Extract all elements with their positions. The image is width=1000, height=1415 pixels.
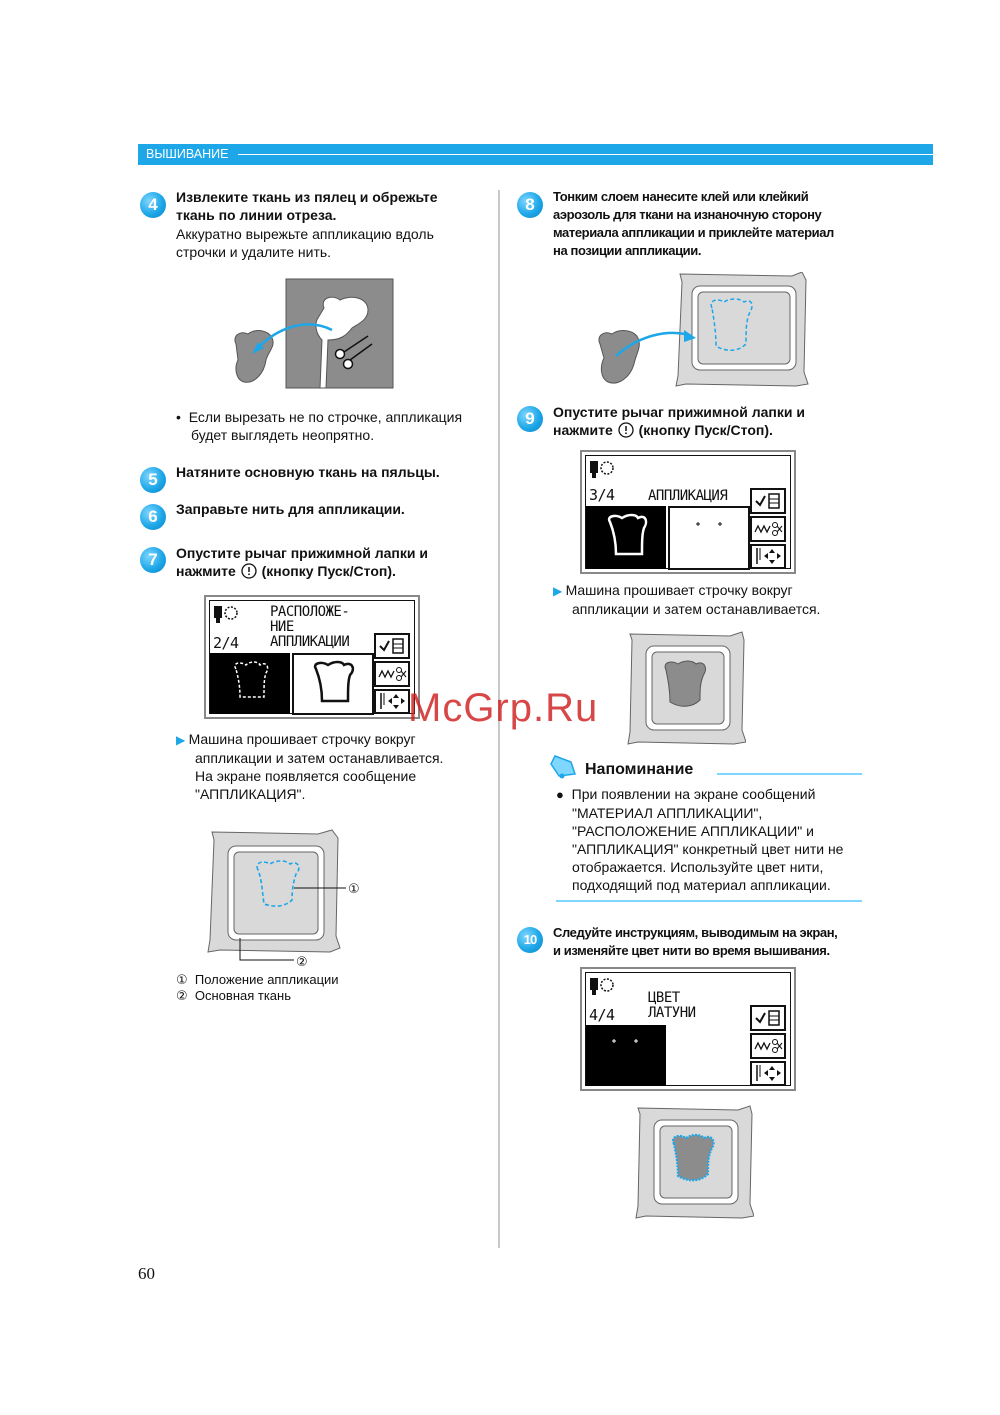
header-rule <box>238 154 933 155</box>
step-4-body-line1: Аккуратно вырежьте аппликацию вдоль <box>176 226 434 242</box>
step-7-title-pre: нажмите <box>176 563 236 579</box>
lcd-3-msg-line1: ЦВЕТ <box>648 990 680 1006</box>
step-7-result <box>176 730 443 803</box>
lcd-2-message: АППЛИКАЦИЯ <box>648 488 728 504</box>
lcd-3-stitch-button[interactable] <box>750 1033 786 1059</box>
page-number: 60 <box>138 1264 155 1283</box>
lcd-3-move-button[interactable] <box>750 1061 786 1086</box>
step-8-title-line4: на позиции аппликации. <box>553 243 702 258</box>
lcd-2-check-button[interactable] <box>750 488 786 514</box>
needle-move-icon <box>752 1063 784 1084</box>
step-4-body <box>176 225 434 261</box>
dashed-outline-preview <box>210 653 290 714</box>
legend-item-1 <box>176 972 339 988</box>
memo-line-3: "РАСПОЛОЖЕНИЕ АППЛИКАЦИИ" и <box>572 823 814 839</box>
watermark: McGrp.Ru <box>408 686 599 730</box>
needle-move-icon <box>752 546 784 567</box>
step-4-note-line1 <box>176 408 462 426</box>
lcd-1-stitch-button[interactable] <box>374 661 410 687</box>
step-10-title <box>553 924 837 960</box>
finished-applique-hoop <box>634 1104 754 1220</box>
lcd-1-msg-line2: НИЕ <box>270 619 294 635</box>
lcd-2-move-button[interactable] <box>750 544 786 569</box>
lcd-2-preview-stitch <box>586 506 666 569</box>
lcd-3-preview-stitch <box>586 1025 666 1086</box>
lcd-2-frame <box>585 455 791 569</box>
lcd-2-preview-shape <box>668 506 750 570</box>
step-8-title <box>553 188 834 260</box>
memo-text-1: При появлении на экране сообщений <box>571 786 816 802</box>
lcd-screen-1 <box>204 595 420 719</box>
lcd-1-frame <box>209 600 415 714</box>
hoop-placement-diagram <box>206 828 372 966</box>
memo-line-5: отображается. Используйте цвет нити, <box>572 859 824 875</box>
step-9-title <box>553 403 805 439</box>
embroidery-mode-icon <box>213 603 243 625</box>
check-spool-icon <box>752 1007 784 1029</box>
lcd-1-move-button[interactable] <box>374 689 410 714</box>
embroidery-mode-icon <box>589 975 619 997</box>
step-8-title-line1: Тонким слоем нанесите клей или клейкий <box>553 189 809 204</box>
memo-line-6: подходящий под материал аппликации. <box>572 877 831 893</box>
needle-move-icon <box>376 691 408 712</box>
legend-text-1: Положение аппликации <box>194 972 339 987</box>
memo-bell-icon <box>549 752 579 780</box>
lcd-2-stitch-button[interactable] <box>750 516 786 542</box>
lcd-1-msg-line1: РАСПОЛОЖЕ- <box>270 604 350 620</box>
lcd-2-counter: 3/4 <box>589 486 615 504</box>
lcd-1-counter: 2/4 <box>213 634 239 652</box>
lcd-3-check-button[interactable] <box>750 1005 786 1031</box>
step-4-note <box>176 408 462 444</box>
step-10-title-line2: и изменяйте цвет нити во время вышивания. <box>553 943 830 958</box>
step-7-title-line1: Опустите рычаг прижимной лапки и <box>176 545 428 561</box>
step-8-title-line3: материала аппликации и приклейте материал <box>553 225 834 240</box>
result-arrow-icon: ▶ <box>553 584 566 598</box>
lcd-screen-2 <box>580 450 796 574</box>
stitch-trim-icon <box>752 1035 784 1057</box>
step-4-note-text1: Если вырезать не по строчке, аппликация <box>188 409 463 425</box>
step-7-title-line2 <box>176 562 428 580</box>
step-7-result-line2: аппликации и затем останавливается. <box>195 750 444 766</box>
embroidery-mode-icon <box>589 458 619 480</box>
callout-2: ② <box>296 954 308 969</box>
legend <box>176 972 339 1004</box>
step-8-badge: 8 <box>517 192 543 218</box>
step-7-result-line4: "АППЛИКАЦИЯ". <box>195 786 306 802</box>
step-4-badge: 4 <box>140 192 166 218</box>
bullet-dot-icon: ● <box>556 787 564 802</box>
step-10-title-line1: Следуйте инструкциям, выводимым на экран, <box>553 925 838 940</box>
step-5-badge: 5 <box>140 467 166 493</box>
stitch-trim-icon <box>752 518 784 540</box>
legend-text-2: Основная ткань <box>194 988 291 1003</box>
step-9-title-line2 <box>553 421 805 439</box>
step-4-title-line2: ткань по линии отреза. <box>176 207 337 223</box>
start-stop-icon <box>240 563 258 579</box>
position-marks-preview <box>586 1025 666 1086</box>
step-7-badge: 7 <box>140 547 166 573</box>
step-9-title-line1: Опустите рычаг прижимной лапки и <box>553 404 805 420</box>
lcd-1-check-button[interactable] <box>374 633 410 659</box>
step-4-note-line2: будет выглядеть неопрятно. <box>191 427 375 443</box>
step-7-result-line3: На экране появляется сообщение <box>195 768 417 784</box>
step-7-title <box>176 544 428 580</box>
memo-line-4: "АППЛИКАЦИЯ" конкретный цвет нити не <box>572 841 844 857</box>
cut-applique-illustration <box>228 278 396 390</box>
callout-1: ① <box>348 881 360 896</box>
lcd-3-message <box>648 991 696 1021</box>
stitch-trim-icon <box>376 663 408 685</box>
section-label: ВЫШИВАНИЕ <box>146 147 229 161</box>
step-4-body-line2: строчки и удалите нить. <box>176 244 332 260</box>
step-9-badge: 9 <box>517 406 543 432</box>
step-9-result-line2: аппликации и затем останавливается. <box>572 601 821 617</box>
memo-line-2: "МАТЕРИАЛ АППЛИКАЦИИ", <box>572 805 763 821</box>
memo-line-1 <box>556 785 843 804</box>
step-9-result-line1 <box>553 581 820 600</box>
lcd-1-preview-stitch <box>210 653 290 714</box>
step-8-title-line2: аэрозоль для ткани на изнаночную сторону <box>553 207 822 222</box>
applique-stitch-preview <box>586 506 666 569</box>
step-7-result-line1 <box>176 730 443 749</box>
step-7-title-post: (кнопку Пуск/Стоп). <box>261 563 396 579</box>
step-4-title-line1: Извлеките ткань из пялец и обрежьте <box>176 189 438 205</box>
memo-bottom-rule <box>556 900 862 902</box>
step-7-result-text1: Машина прошивает строчку вокруг <box>188 731 416 747</box>
legend-num-1: ① <box>176 972 188 987</box>
step-9-title-post: (кнопку Пуск/Стоп). <box>638 422 773 438</box>
applique-outline-preview <box>294 655 372 713</box>
bullet-dot: • <box>176 409 189 425</box>
legend-num-2: ② <box>176 988 188 1003</box>
memo-body <box>556 785 843 894</box>
step-6-title: Заправьте нить для аппликации. <box>176 501 405 517</box>
lcd-1-preview-shape <box>292 653 374 715</box>
check-spool-icon <box>752 490 784 512</box>
step-10-badge: 10 <box>517 927 543 953</box>
step-6-badge: 6 <box>140 504 166 530</box>
check-spool-icon <box>376 635 408 657</box>
glue-applique-illustration <box>596 272 810 390</box>
lcd-1-msg-line3: АППЛИКАЦИИ <box>270 634 350 650</box>
lcd-3-msg-line2: ЛАТУНИ <box>648 1005 696 1021</box>
lcd-1-message <box>270 605 349 650</box>
position-marks-preview <box>670 508 748 568</box>
lcd-screen-3 <box>580 967 796 1091</box>
memo-title: Напоминание <box>585 761 694 778</box>
memo-top-rule <box>717 773 862 775</box>
result-arrow-icon: ▶ <box>176 733 189 747</box>
stitched-applique-hoop <box>626 630 746 746</box>
start-stop-icon <box>617 422 635 438</box>
legend-item-2 <box>176 988 339 1004</box>
lcd-3-frame <box>585 972 791 1086</box>
step-4-title <box>176 188 438 224</box>
step-9-result <box>553 581 820 618</box>
step-5-title: Натяните основную ткань на пяльцы. <box>176 464 440 480</box>
step-9-result-text1: Машина прошивает строчку вокруг <box>565 582 793 598</box>
lcd-3-counter: 4/4 <box>589 1006 615 1024</box>
step-9-title-pre: нажмите <box>553 422 613 438</box>
